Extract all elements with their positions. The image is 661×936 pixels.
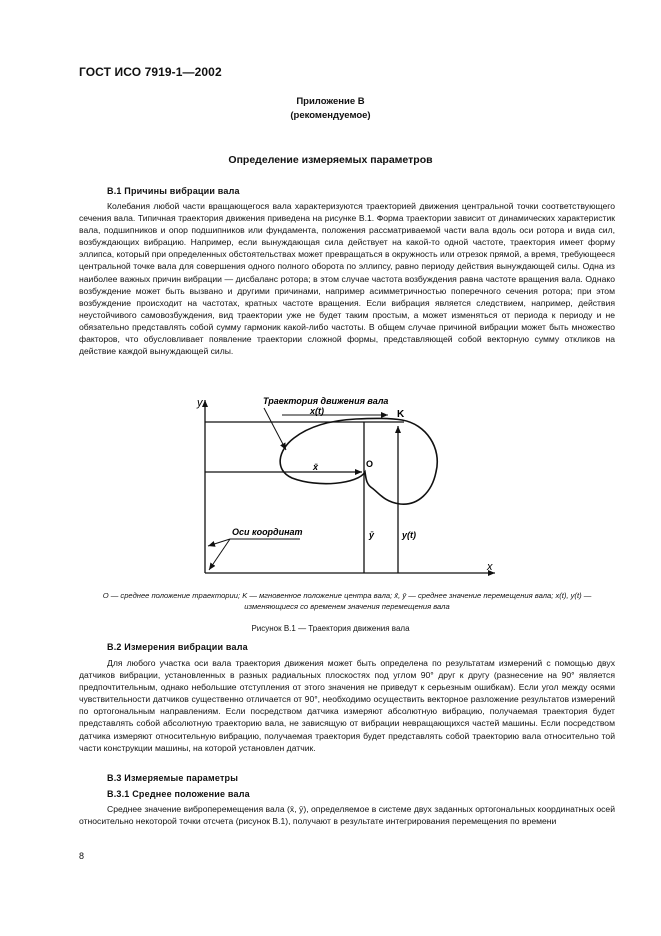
point-k-label: K [397,409,405,420]
y-bar-label: ȳ [369,530,375,540]
point-o-label: O [366,459,374,469]
appendix-title: Приложение В [296,96,365,107]
trajectory-curve [280,418,437,504]
figure-b1 [190,388,510,584]
axes-label: Оси координат [232,527,303,537]
axes-leader-x [209,539,230,570]
section-b2-heading: В.2 Измерения вибрации вала [107,642,248,652]
axes-leader-y [208,539,230,546]
trajectory-label: Траектория движения вала [263,396,389,406]
x-axis-label: x [487,561,493,573]
trajectory-leader [264,408,286,450]
section-b1-heading: В.1 Причины вибрации вала [107,186,240,196]
section-b3-heading: В.3 Измеряемые параметры [107,773,239,783]
trajectory-diagram [190,388,510,584]
appendix-status: (рекомендуемое) [290,110,371,121]
document-title: Определение измеряемых параметров [228,154,433,166]
page-number: 8 [79,851,85,861]
x-bar-label: x̄ [313,462,319,472]
standard-header: ГОСТ ИСО 7919-1—2002 [79,65,222,79]
section-b2-text: Для любого участка оси вала траектория движения может быть определена по результатам измерений с помощью двух датчиков вибрации, установленных в разных радиальных плоскостях под углом 90° друг к другу (разнесение на 90° является предпочтительным, однако небольшие отступления от этого значения не приведут к серьезным ошибкам). Если угол между осями чувствительности датчиков существенно отличается от 90°, необходимо осуществить векторное разложение результатов измерений по ортогональным направлениям. Если посредством датчика измеряют абсолютную вибрацию, получаемая траектория будет представлять собой абсолютную траекторию вала, не зависящую от вибрации невращающихся частей машины. Если посредством датчика измеряют относительную вибрацию, получаемая траектория будет представлять собой траекторию вала относительно той части конструкции машины, на которой установлен датчик. [79,658,615,753]
y-of-t-label: y(t) [402,530,416,540]
figure-caption: O — среднее положение траектории; K — мгновенное положение центра вала; x̄, ȳ — среднее значение перемещения вала; x(t), y(t) — изменяющиеся со временем значения перемещения вала [102,591,592,611]
y-axis-label: y [197,397,203,409]
section-b31-heading: В.3.1 Среднее положение вала [107,789,250,799]
figure-title: Рисунок В.1 — Траектория движения вала [251,624,410,633]
section-b1-text: Колебания любой части вращающегося вала характеризуются траекторией движения центральной точки соответствующего сечения вала. Типичная траектория движения приведена на рисунке В.1. Форма траектории зависит от динамических характеристик вала, подшипников и опор подшипников или фундамента, положения рассматриваемой части вала вдоль оси ротора и вида сил, возбуждающих вибрацию. Например, если вынуждающая сила действует на какой-то одной частоте, траектория имеет форму эллипса, который при определенных обстоятельствах может превращаться в окружность или отрезок прямой, а время, требующееся центральной точке вала для совершения одного полного оборота по эллипсу, равно периоду действия вынуждающей силы. Одна из наиболее важных причин вибрации — дисбаланс ротора; в этом случае частота возбуждения равна частоте вращения вала. Однако возбуждение может быть вызвано и другими причинами, например асимметричностью поперечного сечения ротора; при этом возбуждение происходит на частотах, кратных частоте вращения. Если вибрация является следствием, например, действия неустойчивого самовозбуждения, вид траектории уже не будет таким простым, а может изменяться от периода к периоду и не обязательно представлять собой сумму гармоник какой-либо частоты. В общем случае причиной вибрации может быть множество факторов, что обусловливает появление траектории сложной формы, представляющей собой векторную сумму откликов на действие каждой вынуждающей силы. [79,201,615,357]
x-of-t-label: x(t) [310,406,324,416]
section-b31-text: Среднее значение виброперемещения вала (x̄, ȳ), определяемое в системе двух заданных ортогональных координатных осей относительно некоторой точки отсчета (рисунок В.1), получают в результате интегрирования перемещения по времени [79,804,615,827]
